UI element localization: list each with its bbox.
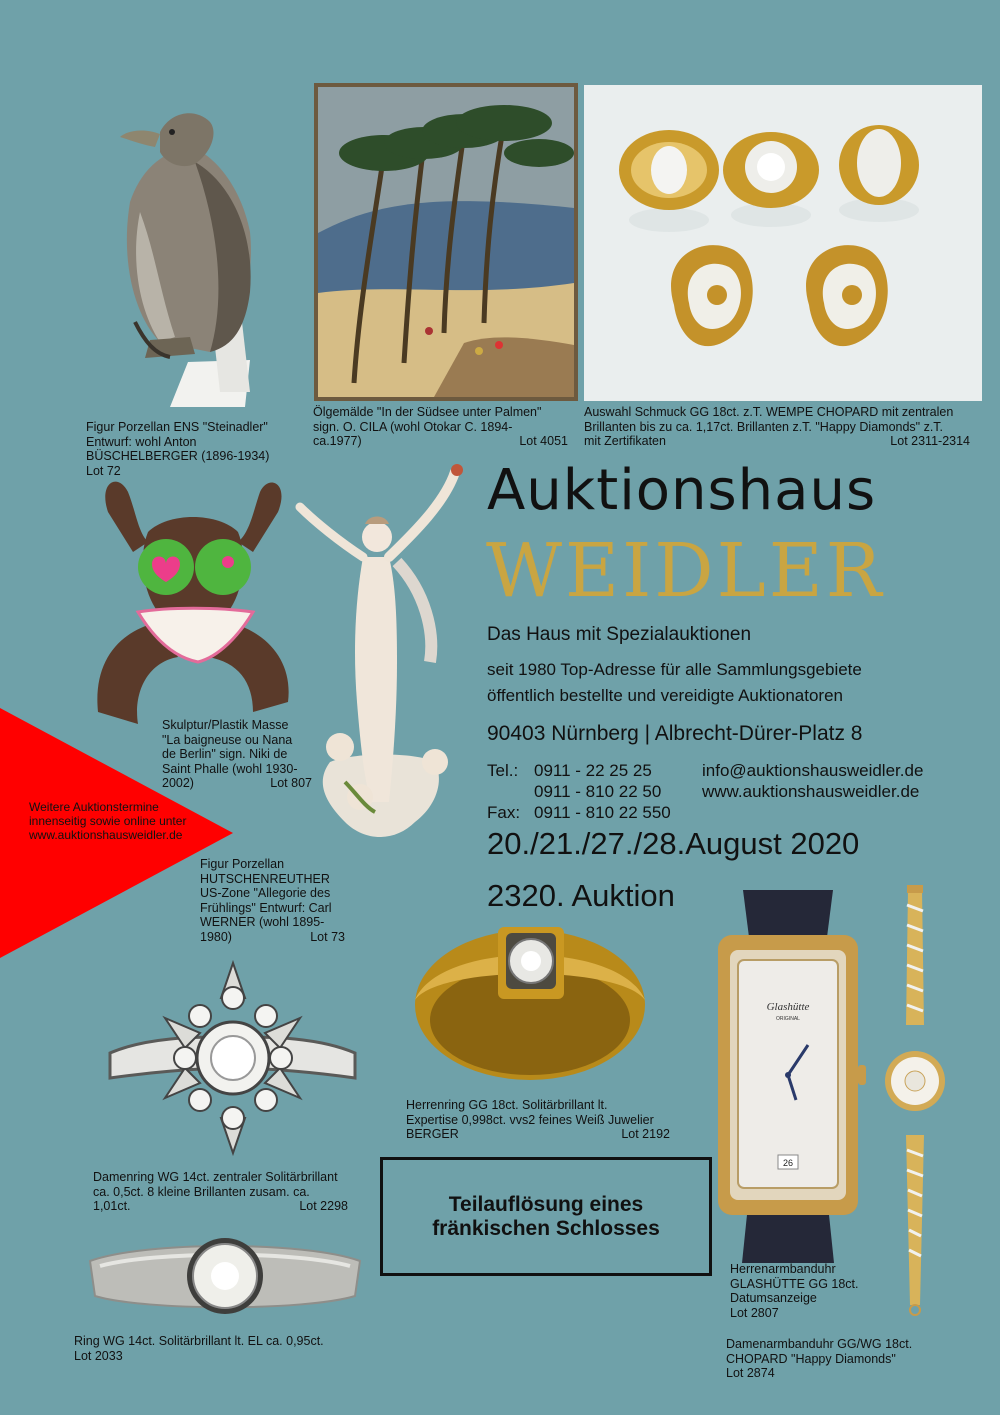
address: 90403 Nürnberg | Albrecht-Dürer-Platz 8 <box>487 722 863 745</box>
caption-herrenring-l3: BERGER <box>406 1127 459 1141</box>
boxed-line-2: fränkischen Schlosses <box>432 1216 660 1240</box>
caption-figure-l1: Figur Porzellan <box>200 857 285 871</box>
caption-watch-l2: GLASHÜTTE GG 18ct. <box>730 1276 859 1291</box>
nana-sculpture-photo <box>78 462 308 732</box>
tel-label: Tel.: <box>487 761 519 780</box>
caption-painting-l3: ca.1977) <box>313 434 362 448</box>
boxed-line-1: Teilauflösung eines <box>448 1192 644 1216</box>
caption-eagle-l2: Entwurf: wohl Anton <box>86 434 197 449</box>
caption-jewelry-lot: Lot 2311-2314 <box>890 434 970 448</box>
ladywatch-photo <box>880 885 950 1325</box>
caption-nana-l3: de Berlin" sign. Niki de <box>162 747 288 761</box>
phone-block <box>487 760 697 823</box>
caption-watch-l3: Datumsanzeige <box>730 1291 817 1305</box>
info-line-1: seit 1980 Top-Adresse für alle Sammlungsgebiete <box>487 660 862 679</box>
caption-eagle-lot: Lot 72 <box>86 463 121 478</box>
fax-label: Fax: <box>487 803 521 822</box>
boxed-subtitle <box>380 1157 712 1276</box>
brand-name: WEIDLER <box>486 528 885 614</box>
email-link[interactable]: info@auktionshausweidler.de <box>702 761 924 780</box>
caption-ring <box>74 1334 374 1363</box>
caption-ladywatch-l2: CHOPARD "Happy Diamonds" <box>726 1351 896 1366</box>
auction-dates: 20./21./27./28.August 2020 <box>487 826 860 861</box>
caption-figure-lot: Lot 73 <box>310 929 345 944</box>
caption-herrenring-l2: Expertise 0,998ct. vvs2 feines Weiß Juwelier <box>406 1112 654 1127</box>
caption-watch-lot: Lot 2807 <box>730 1305 779 1320</box>
caption-damenring-l2: ca. 0,5ct. 8 kleine Brillanten zusam. ca. <box>93 1184 310 1199</box>
caption-damenring-lot: Lot 2298 <box>299 1199 348 1213</box>
ring-photo <box>85 1226 365 1326</box>
caption-ring-l1: Ring WG 14ct. Solitärbrillant lt. EL ca. 0,95ct. <box>74 1334 324 1348</box>
caption-ladywatch-l1: Damenarmbanduhr GG/WG 18ct. <box>726 1337 913 1351</box>
caption-painting <box>313 405 568 449</box>
caption-jewelry-l1: Auswahl Schmuck GG 18ct. z.T. WEMPE CHOPARD mit zentralen <box>584 405 954 419</box>
fax-number: 0911 - 810 22 550 <box>534 803 671 822</box>
auction-number: 2320. Auktion <box>487 878 675 913</box>
tel-number-2: 0911 - 810 22 50 <box>534 782 662 801</box>
caption-figure-l2: HUTSCHENREUTHER <box>200 871 330 886</box>
caption-jewelry-l3: mit Zertifikaten <box>584 434 666 448</box>
brand-title: Auktionshaus <box>487 458 877 523</box>
caption-watch <box>730 1262 890 1320</box>
red-banner-text <box>29 800 186 842</box>
caption-figure <box>200 857 345 944</box>
online-block <box>702 760 962 802</box>
watch-dial-brand: Glashütte <box>766 1001 810 1013</box>
caption-figure-l6: 1980) <box>200 929 232 944</box>
caption-painting-lot: Lot 4051 <box>519 434 568 448</box>
watch-date-window: 26 <box>782 1158 794 1168</box>
caption-damenring <box>93 1170 348 1214</box>
caption-watch-l1: Herrenarmbanduhr <box>730 1262 836 1276</box>
herrenring-photo <box>410 925 650 1090</box>
caption-ring-lot: Lot 2033 <box>74 1348 123 1363</box>
caption-figure-l4: Frühlings" Entwurf: Carl <box>200 900 332 915</box>
tagline: Das Haus mit Spezialauktionen <box>487 624 752 645</box>
website-link[interactable]: www.auktionshausweidler.de <box>702 782 920 801</box>
caption-nana-lot: Lot 807 <box>270 776 312 790</box>
caption-eagle-l3: BÜSCHELBERGER (1896-1934) <box>86 449 270 463</box>
caption-herrenring-l1: Herrenring GG 18ct. Solitärbrillant lt. <box>406 1098 608 1112</box>
red-banner-line1: Weitere Auktionstermine <box>29 800 159 814</box>
watch-photo <box>708 885 868 1265</box>
caption-eagle-l1: Figur Porzellan ENS "Steinadler" <box>86 420 268 434</box>
eagle-figure-photo <box>100 92 270 414</box>
caption-damenring-l3: 1,01ct. <box>93 1199 131 1213</box>
caption-figure-l5: WERNER (wohl 1895- <box>200 915 325 929</box>
red-banner-line3: www.auktionshausweidler.de <box>29 828 183 842</box>
tel-number-1: 0911 - 22 25 25 <box>534 761 652 780</box>
caption-ladywatch-lot: Lot 2874 <box>726 1366 775 1380</box>
caption-herrenring-lot: Lot 2192 <box>621 1127 670 1141</box>
red-banner-line2: innenseitig sowie online unter <box>29 814 187 828</box>
damenring-photo <box>105 958 360 1158</box>
caption-herrenring <box>406 1098 670 1142</box>
info-line-2: öffentlich bestellte und vereidigte Auktionatoren <box>487 686 843 705</box>
caption-nana-l5: 2002) <box>162 776 194 790</box>
caption-jewelry-l2: Brillanten bis zu ca. 1,17ct. Brillanten z.T. "Happy Diamonds" z.T. <box>584 419 944 434</box>
watch-dial-sub: ORIGINAL <box>776 1016 800 1022</box>
caption-nana-l1: Skulptur/Plastik Masse <box>162 718 289 732</box>
caption-painting-l1: Ölgemälde "In der Südsee unter Palmen" <box>313 405 542 419</box>
caption-nana-l2: "La baigneuse ou Nana <box>162 732 293 747</box>
caption-damenring-l1: Damenring WG 14ct. zentraler Solitärbrillant <box>93 1170 338 1184</box>
caption-figure-l3: US-Zone "Allegorie des <box>200 886 331 900</box>
caption-ladywatch <box>726 1337 936 1381</box>
porcelain-figure-photo <box>285 462 475 862</box>
caption-nana-l4: Saint Phalle (wohl 1930- <box>162 761 298 776</box>
painting-photo <box>314 83 578 401</box>
jewelry-photo <box>584 85 982 401</box>
caption-jewelry <box>584 405 980 449</box>
caption-painting-l2: sign. O. CILA (wohl Otokar C. 1894- <box>313 419 513 434</box>
